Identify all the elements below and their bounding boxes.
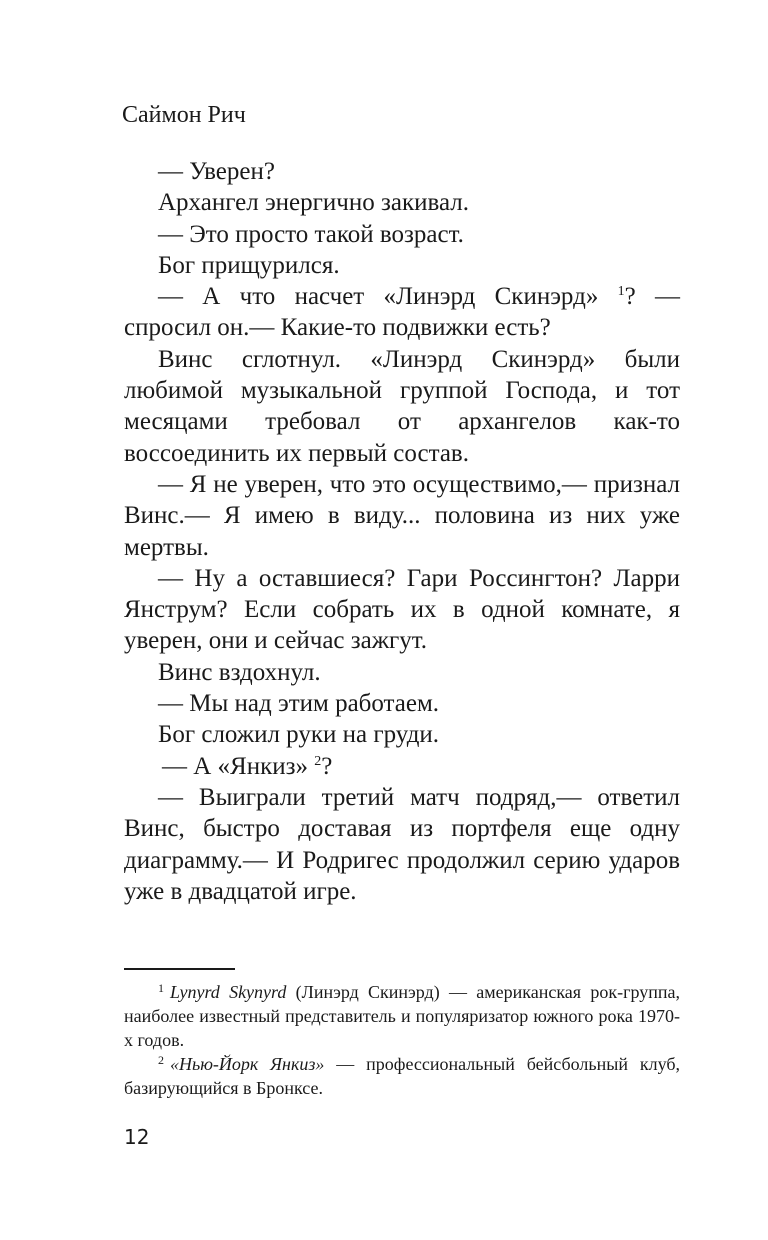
footnote-text: — профессиональный бейсбольный клуб, базирующийся в Бронксе. — [124, 1054, 680, 1098]
paragraph: — Уверен? — [158, 158, 275, 185]
paragraph: Бог прищурился. — [158, 251, 340, 279]
footnote — [124, 1052, 680, 1100]
paragraph: — Я не уверен, что это осуществимо,— признал Винс.— Я имею в виду... половина из них уже мертвы. — [124, 470, 680, 561]
footnote-divider — [124, 968, 235, 970]
page-number: 12 — [124, 1125, 150, 1149]
footnote-number: 2 — [158, 1053, 164, 1067]
paragraph — [124, 751, 680, 782]
footnote-number: 1 — [158, 981, 164, 995]
paragraph: — Ну а оставшиеся? Гари Россингтон? Ларри Янструм? Если собрать их в одной комнате, я уверен, они и сейчас зажгут. — [124, 564, 680, 655]
footnote-reference[interactable]: 1 — [617, 284, 625, 300]
footnote-reference[interactable]: 2 — [314, 753, 322, 769]
paragraph-text: ? — [321, 752, 333, 780]
paragraph — [124, 281, 680, 344]
footnote-text: (Линэрд Скинэрд) — американская рок-группа, наиболее известный представитель и популяризатор южного рока 1970-х годов. — [124, 982, 680, 1050]
paragraph: — Выиграли третий матч подряд,— ответил Винс, быстро доставая из портфеля еще одну диаграмму.— И Родригес продолжил серию ударов уже в двадцатой игре. — [124, 783, 680, 905]
body-text — [124, 156, 680, 907]
footnote-term: «Нью-Йорк Янкиз» — [170, 1054, 325, 1074]
paragraph-text: ? — спросил он.— Какие-то подвижки есть? — [124, 283, 680, 342]
footnote — [124, 980, 680, 1052]
footnotes — [124, 980, 680, 1100]
paragraph: Винс сглотнул. «Линэрд Скинэрд» были любимой музыкальной группой Господа, и тот месяцами требовал от архангелов как-то воссоединить их первый состав. — [124, 345, 680, 467]
paragraph-text: — А что насчет «Линэрд Скинэрд» — [158, 283, 618, 311]
paragraph: — Это просто такой возраст. — [158, 220, 464, 248]
paragraph-text: — А «Янкиз» — [162, 752, 315, 780]
paragraph: Архангел энергично закивал. — [158, 189, 469, 217]
footnote-term: Lynyrd Skynyrd — [170, 982, 287, 1002]
paragraph: — Мы над этим работаем. — [158, 690, 440, 718]
running-head: Саймон Рич — [122, 102, 246, 128]
paragraph: Бог сложил руки на груди. — [158, 721, 440, 749]
paragraph: Винс вздохнул. — [158, 658, 321, 686]
